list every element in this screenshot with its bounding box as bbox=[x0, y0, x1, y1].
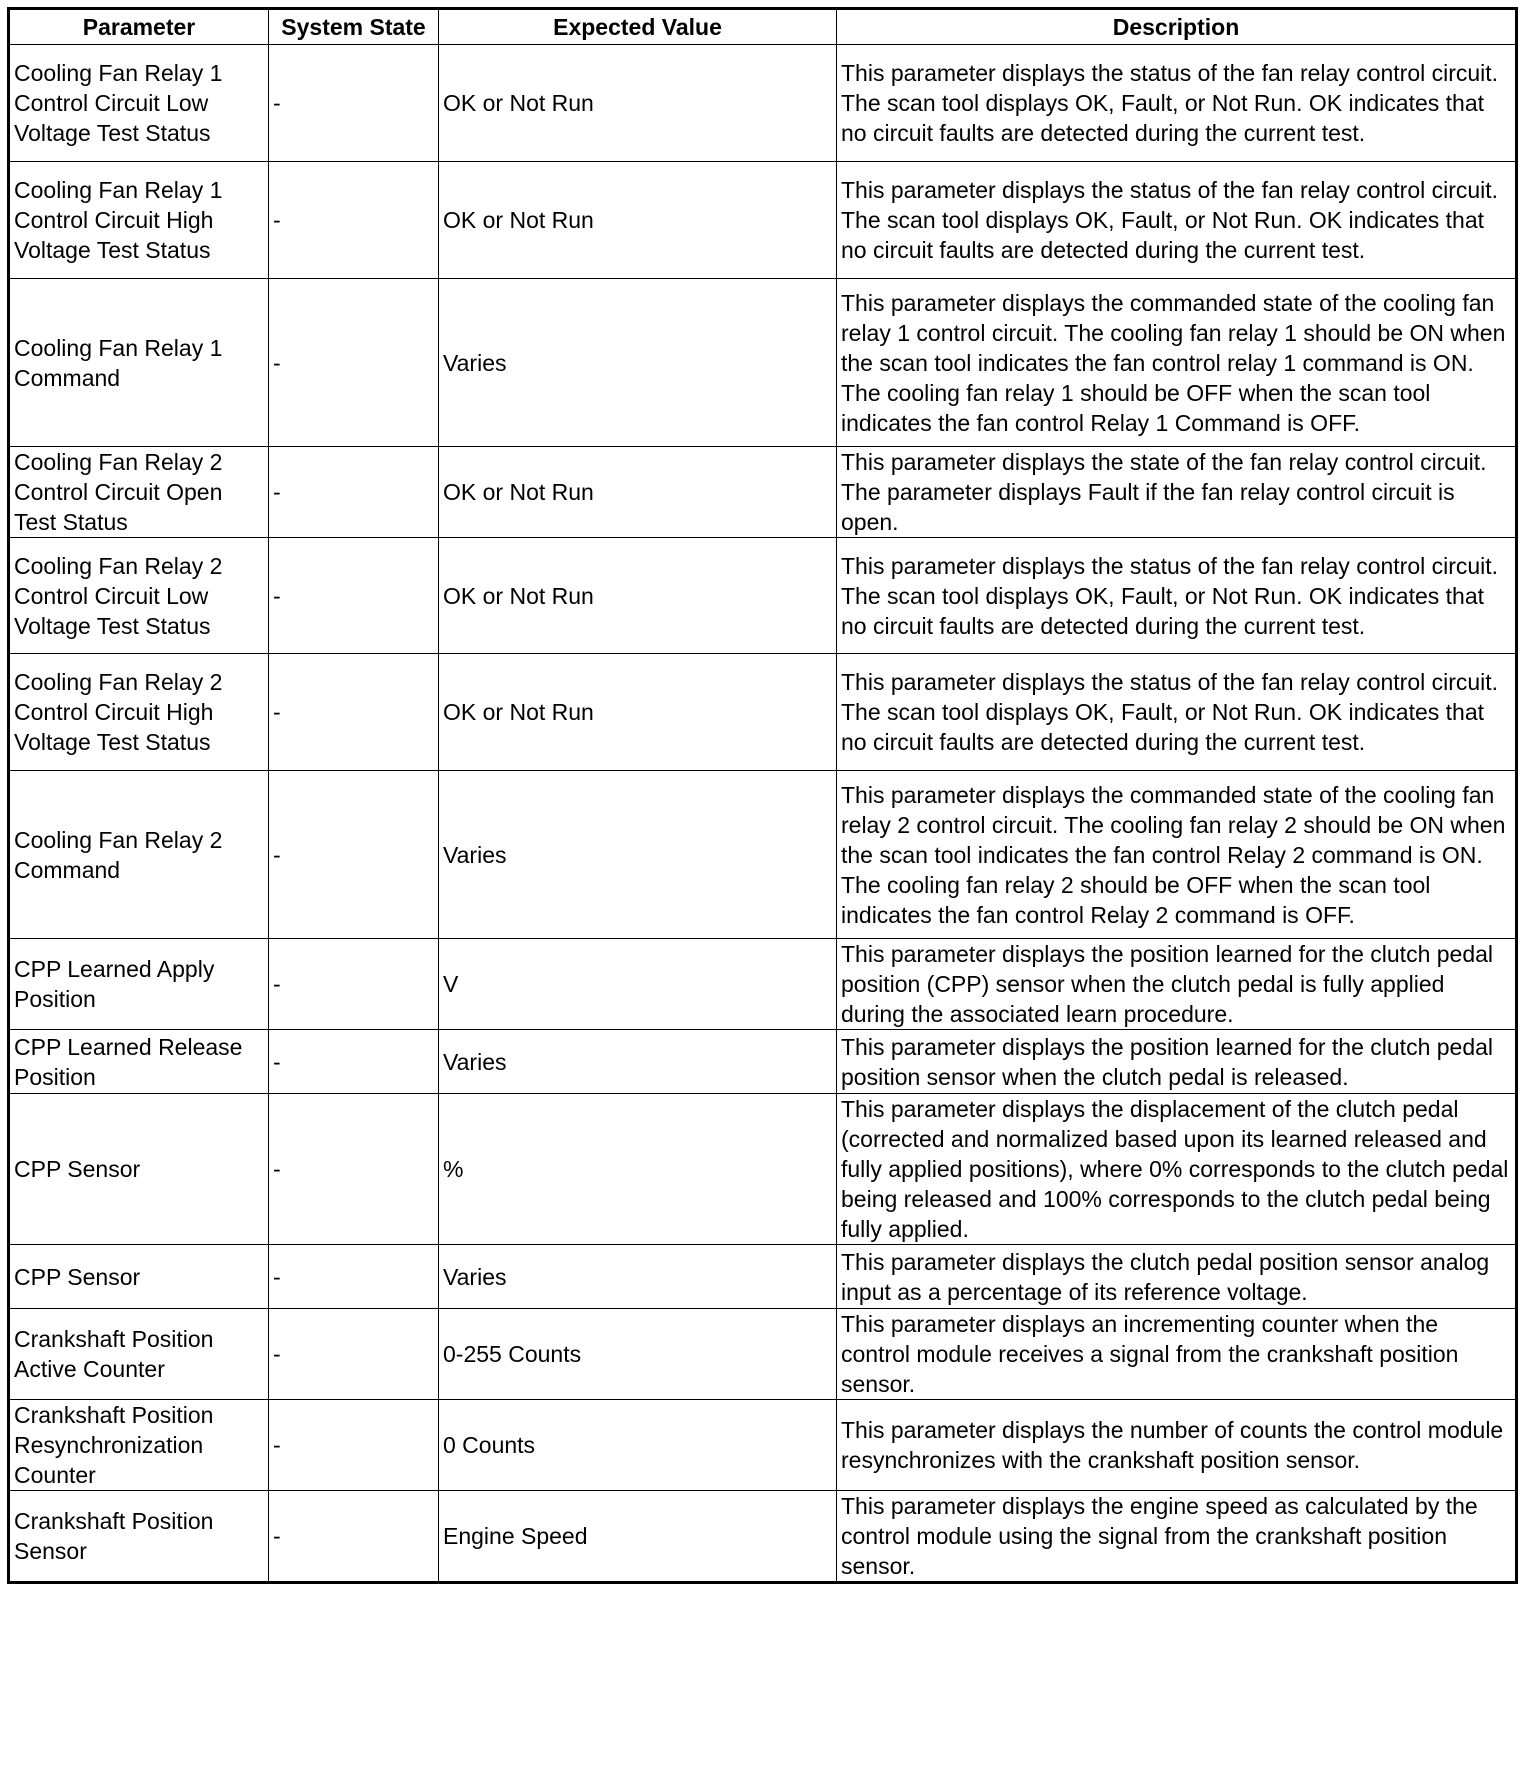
cell-system-state: - bbox=[269, 939, 439, 1030]
cell-parameter: Cooling Fan Relay 2 Control Circuit High Voltage Test Status bbox=[9, 654, 269, 771]
cell-description: This parameter displays the state of the fan relay control circuit. The parameter displays Fault if the fan relay control circuit is open. bbox=[837, 447, 1517, 538]
cell-parameter: Cooling Fan Relay 1 Control Circuit High Voltage Test Status bbox=[9, 162, 269, 279]
cell-description: This parameter displays the status of the fan relay control circuit. The scan tool displays OK, Fault, or Not Run. OK indicates that no circuit faults are detected during the current test. bbox=[837, 162, 1517, 279]
cell-system-state: - bbox=[269, 538, 439, 654]
cell-parameter: Crankshaft Position Active Counter bbox=[9, 1309, 269, 1400]
cell-parameter: Cooling Fan Relay 1 Command bbox=[9, 279, 269, 447]
table-row bbox=[9, 1245, 1517, 1309]
cell-system-state: - bbox=[269, 771, 439, 939]
cell-description: This parameter displays the position learned for the clutch pedal position sensor when the clutch pedal is released. bbox=[837, 1030, 1517, 1094]
cell-system-state: - bbox=[269, 447, 439, 538]
header-system-state: System State bbox=[269, 9, 439, 45]
table-row bbox=[9, 939, 1517, 1030]
cell-parameter: Crankshaft Position Sensor bbox=[9, 1491, 269, 1583]
cell-description: This parameter displays the status of the fan relay control circuit. The scan tool displays OK, Fault, or Not Run. OK indicates that no circuit faults are detected during the current test. bbox=[837, 45, 1517, 162]
cell-system-state: - bbox=[269, 1094, 439, 1245]
cell-expected-value: Varies bbox=[439, 1245, 837, 1309]
header-description: Description bbox=[837, 9, 1517, 45]
table-row bbox=[9, 447, 1517, 538]
cell-system-state: - bbox=[269, 1245, 439, 1309]
cell-description: This parameter displays the status of the fan relay control circuit. The scan tool displays OK, Fault, or Not Run. OK indicates that no circuit faults are detected during the current test. bbox=[837, 538, 1517, 654]
cell-system-state: - bbox=[269, 1400, 439, 1491]
cell-description: This parameter displays the position learned for the clutch pedal position (CPP) sensor when the clutch pedal is fully applied during the associated learn procedure. bbox=[837, 939, 1517, 1030]
table-row bbox=[9, 654, 1517, 771]
cell-system-state: - bbox=[269, 45, 439, 162]
parameter-table bbox=[7, 7, 1518, 1584]
cell-expected-value: Varies bbox=[439, 771, 837, 939]
cell-description: This parameter displays the clutch pedal position sensor analog input as a percentage of its reference voltage. bbox=[837, 1245, 1517, 1309]
cell-description: This parameter displays the number of counts the control module resynchronizes with the crankshaft position sensor. bbox=[837, 1400, 1517, 1491]
table-row bbox=[9, 279, 1517, 447]
cell-expected-value: 0 Counts bbox=[439, 1400, 837, 1491]
cell-expected-value: OK or Not Run bbox=[439, 447, 837, 538]
cell-description: This parameter displays the commanded state of the cooling fan relay 1 control circuit. The cooling fan relay 1 should be ON when the scan tool indicates the fan control relay 1 command is ON. The cooling fan relay 1 should be OFF when the scan tool indicates the fan control Relay 1 Command is OFF. bbox=[837, 279, 1517, 447]
table-header-row bbox=[9, 9, 1517, 45]
table-row bbox=[9, 538, 1517, 654]
cell-parameter: CPP Sensor bbox=[9, 1245, 269, 1309]
cell-parameter: Cooling Fan Relay 2 Control Circuit Open Test Status bbox=[9, 447, 269, 538]
cell-description: This parameter displays an incrementing counter when the control module receives a signal from the crankshaft position sensor. bbox=[837, 1309, 1517, 1400]
header-expected-value: Expected Value bbox=[439, 9, 837, 45]
cell-expected-value: Varies bbox=[439, 1030, 837, 1094]
cell-description: This parameter displays the engine speed as calculated by the control module using the signal from the crankshaft position sensor. bbox=[837, 1491, 1517, 1583]
cell-parameter: CPP Learned Release Position bbox=[9, 1030, 269, 1094]
cell-description: This parameter displays the displacement of the clutch pedal (corrected and normalized based upon its learned released and fully applied positions), where 0% corresponds to the clutch pedal being released and 100% corresponds to the clutch pedal being fully applied. bbox=[837, 1094, 1517, 1245]
cell-system-state: - bbox=[269, 1309, 439, 1400]
parameter-table-container bbox=[7, 7, 1515, 1584]
cell-description: This parameter displays the commanded state of the cooling fan relay 2 control circuit. The cooling fan relay 2 should be ON when the scan tool indicates the fan control Relay 2 command is ON. The cooling fan relay 2 should be OFF when the scan tool indicates the fan control Relay 2 command is OFF. bbox=[837, 771, 1517, 939]
cell-system-state: - bbox=[269, 162, 439, 279]
cell-parameter: CPP Learned Apply Position bbox=[9, 939, 269, 1030]
table-row bbox=[9, 1094, 1517, 1245]
table-row bbox=[9, 45, 1517, 162]
cell-expected-value: V bbox=[439, 939, 837, 1030]
cell-system-state: - bbox=[269, 279, 439, 447]
cell-expected-value: Engine Speed bbox=[439, 1491, 837, 1583]
cell-expected-value: OK or Not Run bbox=[439, 45, 837, 162]
table-row bbox=[9, 1400, 1517, 1491]
table-row bbox=[9, 1491, 1517, 1583]
cell-expected-value: Varies bbox=[439, 279, 837, 447]
table-row bbox=[9, 771, 1517, 939]
cell-parameter: Cooling Fan Relay 2 Command bbox=[9, 771, 269, 939]
cell-expected-value: OK or Not Run bbox=[439, 162, 837, 279]
cell-system-state: - bbox=[269, 654, 439, 771]
cell-expected-value: % bbox=[439, 1094, 837, 1245]
cell-expected-value: OK or Not Run bbox=[439, 654, 837, 771]
table-row bbox=[9, 1030, 1517, 1094]
cell-parameter: Cooling Fan Relay 1 Control Circuit Low Voltage Test Status bbox=[9, 45, 269, 162]
cell-description: This parameter displays the status of the fan relay control circuit. The scan tool displays OK, Fault, or Not Run. OK indicates that no circuit faults are detected during the current test. bbox=[837, 654, 1517, 771]
cell-system-state: - bbox=[269, 1491, 439, 1583]
table-row bbox=[9, 1309, 1517, 1400]
cell-expected-value: 0-255 Counts bbox=[439, 1309, 837, 1400]
table-row bbox=[9, 162, 1517, 279]
cell-parameter: Cooling Fan Relay 2 Control Circuit Low Voltage Test Status bbox=[9, 538, 269, 654]
cell-parameter: Crankshaft Position Resynchronization Counter bbox=[9, 1400, 269, 1491]
cell-parameter: CPP Sensor bbox=[9, 1094, 269, 1245]
cell-system-state: - bbox=[269, 1030, 439, 1094]
header-parameter: Parameter bbox=[9, 9, 269, 45]
cell-expected-value: OK or Not Run bbox=[439, 538, 837, 654]
